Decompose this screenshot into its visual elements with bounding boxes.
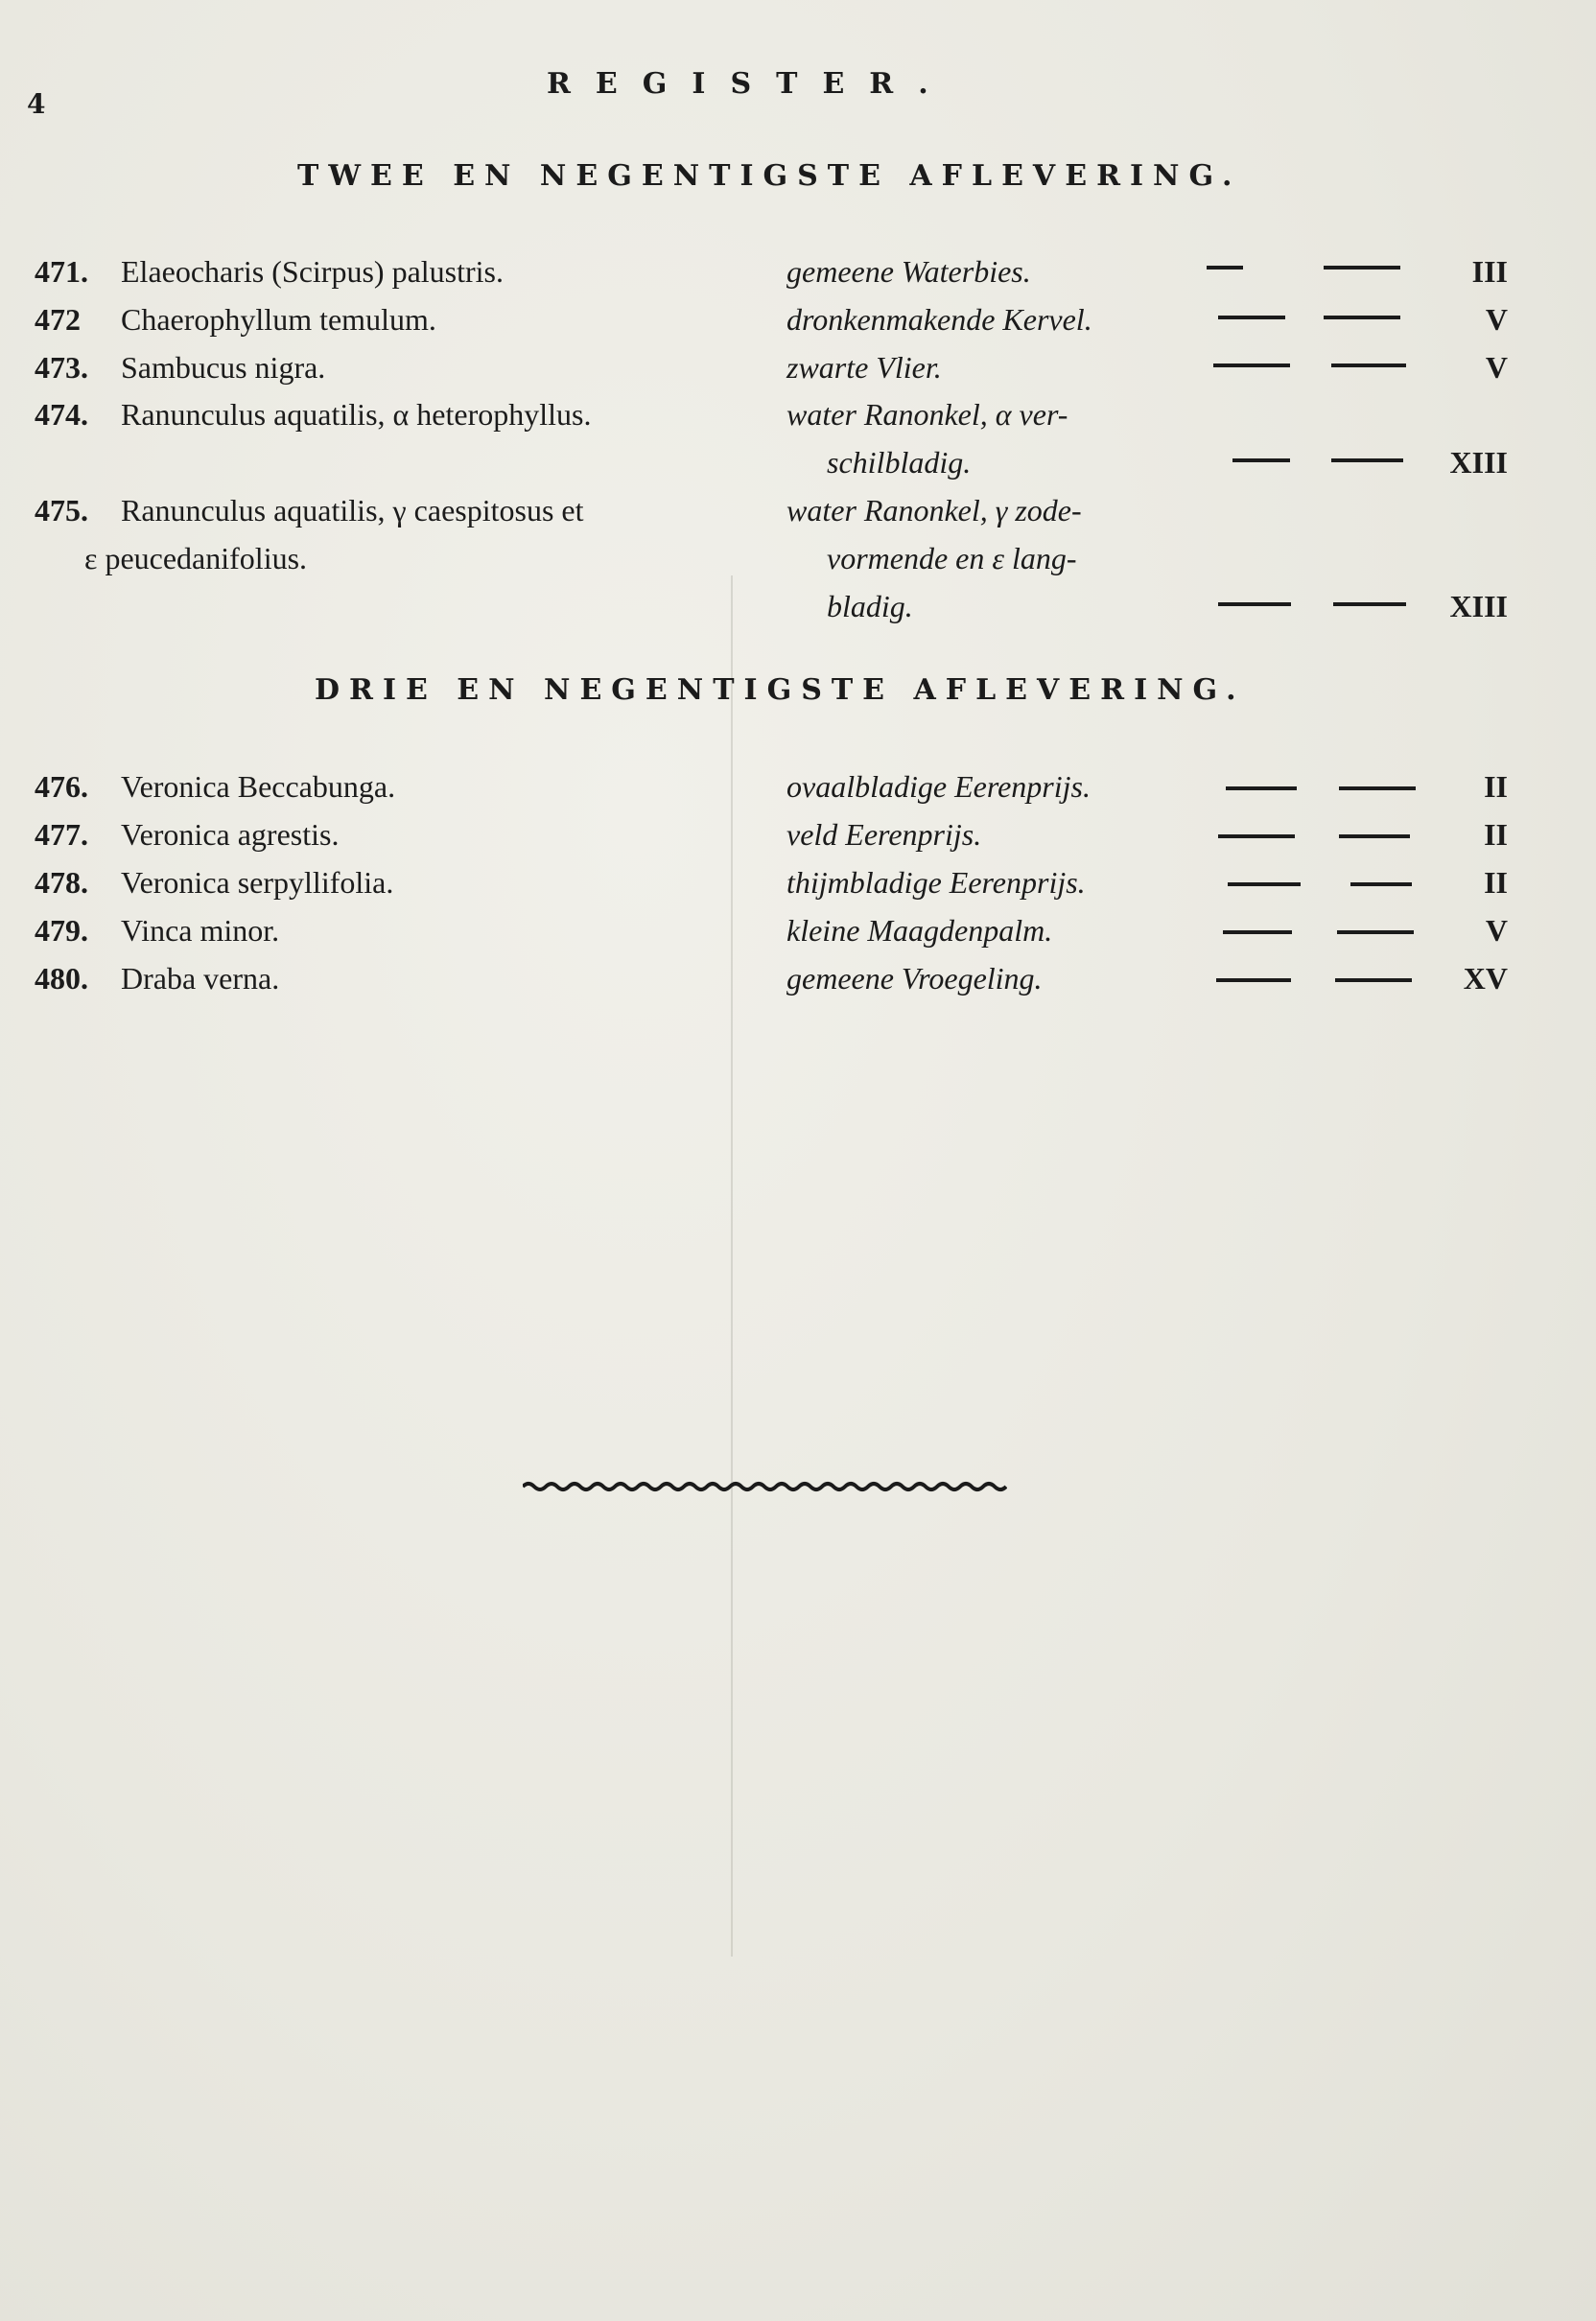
entry-number: 480. bbox=[35, 961, 88, 996]
part-number: II bbox=[1484, 817, 1508, 852]
entry-number: 471. bbox=[35, 254, 88, 289]
register-entry-474 bbox=[0, 397, 1596, 443]
latin-name: Veronica serpyllifolia. bbox=[121, 865, 394, 900]
leader-dash bbox=[1339, 786, 1416, 790]
entry-number: 472 bbox=[35, 302, 81, 337]
register-entry-477 bbox=[0, 817, 1596, 863]
part-number: XV bbox=[1463, 961, 1508, 996]
leader-dash bbox=[1335, 978, 1412, 982]
entry-number: 478. bbox=[35, 865, 88, 900]
leader-dash bbox=[1216, 978, 1291, 982]
leader-dash bbox=[1213, 363, 1290, 367]
dutch-name: zwarte Vlier. bbox=[786, 350, 942, 385]
latin-name: Ranunculus aquatilis, γ caespitosus et bbox=[121, 493, 584, 528]
latin-name: Draba verna. bbox=[121, 961, 280, 996]
part-number: XIII bbox=[1449, 589, 1508, 623]
leader-dash bbox=[1218, 834, 1295, 838]
dutch-name: gemeene Waterbies. bbox=[786, 254, 1031, 289]
leader-dash bbox=[1232, 458, 1290, 462]
leader-dash bbox=[1228, 882, 1301, 886]
leader-dash bbox=[1226, 786, 1297, 790]
register-entry-478 bbox=[0, 865, 1596, 911]
dutch-name-continuation: bladig. bbox=[827, 589, 913, 623]
latin-name: Vinca minor. bbox=[121, 913, 280, 948]
leader-dash bbox=[1350, 882, 1412, 886]
entry-number: 477. bbox=[35, 817, 88, 852]
part-number: XIII bbox=[1449, 445, 1508, 480]
register-entry-475 bbox=[0, 493, 1596, 539]
register-entry-474-continuation bbox=[0, 445, 1596, 491]
dutch-name-continuation: vormende en ε lang- bbox=[827, 541, 1077, 575]
part-number: II bbox=[1484, 865, 1508, 900]
leader-dash bbox=[1223, 930, 1292, 934]
register-entry-473 bbox=[0, 350, 1596, 396]
entry-number: 475. bbox=[35, 493, 88, 528]
leader-dash bbox=[1218, 602, 1291, 606]
entry-number: 476. bbox=[35, 769, 88, 804]
part-number: II bbox=[1484, 769, 1508, 804]
latin-name: Sambucus nigra. bbox=[121, 350, 326, 385]
latin-name: Chaerophyllum temulum. bbox=[121, 302, 436, 337]
leader-dash bbox=[1331, 363, 1406, 367]
dutch-name: veld Eerenprijs. bbox=[786, 817, 982, 852]
register-entry-472 bbox=[0, 302, 1596, 348]
leader-dash bbox=[1207, 266, 1243, 270]
leader-dash bbox=[1324, 266, 1400, 270]
leader-dash bbox=[1324, 316, 1400, 319]
register-entry-475-continuation-2 bbox=[0, 589, 1596, 635]
register-entry-476 bbox=[0, 769, 1596, 815]
page-number: 4 bbox=[27, 88, 46, 120]
register-entry-480 bbox=[0, 961, 1596, 1007]
dutch-name: ovaalbladige Eerenprijs. bbox=[786, 769, 1091, 804]
running-head: REGISTER. bbox=[547, 67, 953, 101]
entry-number: 479. bbox=[35, 913, 88, 948]
latin-name: Veronica agrestis. bbox=[121, 817, 340, 852]
latin-name: Ranunculus aquatilis, α heterophyllus. bbox=[121, 397, 592, 432]
part-number: III bbox=[1471, 254, 1508, 289]
entry-number: 473. bbox=[35, 350, 88, 385]
latin-name: Elaeocharis (Scirpus) palustris. bbox=[121, 254, 504, 289]
dutch-name-continuation: schilbladig. bbox=[827, 445, 972, 480]
leader-dash bbox=[1339, 834, 1410, 838]
dutch-name: water Ranonkel, α ver- bbox=[786, 397, 1068, 432]
dutch-name: dronkenmakende Kervel. bbox=[786, 302, 1092, 337]
part-number: V bbox=[1485, 350, 1508, 385]
dutch-name: gemeene Vroegeling. bbox=[786, 961, 1043, 996]
leader-dash bbox=[1218, 316, 1285, 319]
register-entry-475-continuation bbox=[0, 541, 1596, 587]
register-entry-471 bbox=[0, 254, 1596, 300]
register-entry-479 bbox=[0, 913, 1596, 959]
leader-dash bbox=[1331, 458, 1403, 462]
dutch-name: thijmbladige Eerenprijs. bbox=[786, 865, 1086, 900]
dutch-name: kleine Maagdenpalm. bbox=[786, 913, 1053, 948]
part-number: V bbox=[1485, 913, 1508, 948]
leader-dash bbox=[1333, 602, 1406, 606]
section-title-93: DRIE EN NEGENTIGSTE AFLEVERING. bbox=[315, 673, 1246, 707]
latin-name-continuation: ε peucedanifolius. bbox=[84, 541, 308, 575]
wavy-ornament-rule bbox=[523, 1481, 1007, 1492]
leader-dash bbox=[1337, 930, 1414, 934]
entry-number: 474. bbox=[35, 397, 88, 432]
latin-name: Veronica Beccabunga. bbox=[121, 769, 396, 804]
dutch-name: water Ranonkel, γ zode- bbox=[786, 493, 1082, 528]
part-number: V bbox=[1485, 302, 1508, 337]
section-title-92: TWEE EN NEGENTIGSTE AFLEVERING. bbox=[297, 159, 1242, 193]
